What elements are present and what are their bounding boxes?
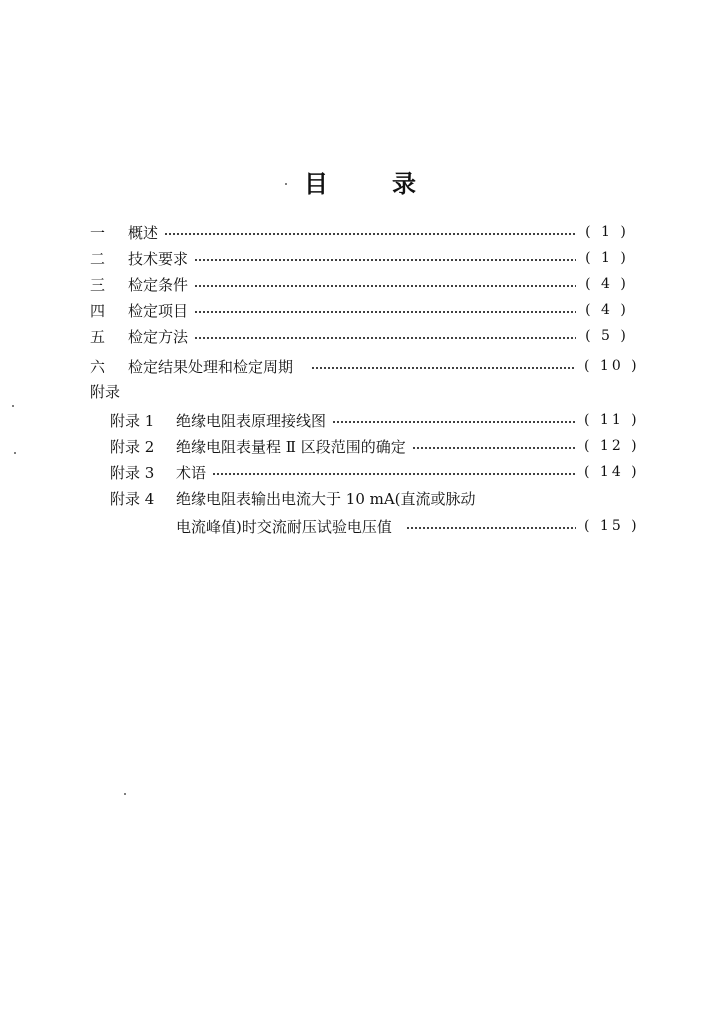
- toc-entry-2[interactable]: [90, 245, 630, 271]
- entry-page: ( 4 ): [585, 302, 629, 318]
- appendix-heading: 附录: [90, 383, 121, 401]
- scan-speck: [124, 793, 126, 795]
- entry-page: ( 1 ): [585, 224, 629, 240]
- dot-leader: [194, 311, 576, 313]
- appendix-page: ( 11 ): [584, 412, 640, 428]
- entry-label: 检定结果处理和检定周期: [128, 357, 294, 376]
- dot-leader: [311, 367, 576, 369]
- dot-leader: [412, 447, 576, 449]
- entry-label: 概述: [128, 223, 159, 242]
- appendix-label: 绝缘电阻表量程 Ⅱ 区段范围的确定: [176, 437, 406, 456]
- entry-number: 三: [90, 275, 106, 294]
- dot-leader: [194, 337, 576, 339]
- entry-number: 六: [90, 357, 106, 376]
- entry-page: ( 4 ): [585, 276, 629, 292]
- toc-entry-4[interactable]: [90, 297, 630, 323]
- appendix-number: 附录 2: [110, 437, 155, 456]
- scan-speck: [12, 405, 14, 407]
- appendix-label: 绝缘电阻表输出电流大于 10 mA(直流或脉动: [176, 489, 476, 508]
- toc-entry-6[interactable]: [90, 353, 640, 379]
- entry-page: ( 1 ): [585, 250, 629, 266]
- appendix-number: 附录 3: [110, 463, 155, 482]
- entry-label: 检定条件: [128, 275, 189, 294]
- toc-entry-5[interactable]: [90, 323, 630, 349]
- entry-number: 二: [90, 249, 106, 268]
- appendix-entry-4-continued[interactable]: [176, 513, 640, 539]
- page-title: [0, 164, 720, 199]
- title-char-2: 录: [392, 170, 416, 198]
- entry-number: 一: [90, 223, 106, 242]
- appendix-page: ( 15 ): [584, 518, 640, 534]
- entry-number: 四: [90, 301, 106, 320]
- toc-entry-3[interactable]: [90, 271, 630, 297]
- dot-leader: [194, 285, 576, 287]
- entry-label: 技术要求: [128, 249, 189, 268]
- dot-leader: [212, 473, 576, 475]
- appendix-label-line-2: 电流峰值)时交流耐压试验电压值: [176, 517, 392, 536]
- scan-speck: [285, 183, 287, 185]
- appendix-page: ( 14 ): [584, 464, 640, 480]
- appendix-entry-4[interactable]: [110, 485, 630, 511]
- entry-page: ( 5 ): [585, 328, 629, 344]
- appendix-label: 绝缘电阻表原理接线图: [176, 411, 327, 430]
- appendix-entry-3[interactable]: [110, 459, 640, 485]
- appendix-label: 术语: [176, 463, 207, 482]
- appendix-page: ( 12 ): [584, 438, 640, 454]
- appendix-entry-2[interactable]: [110, 433, 640, 459]
- appendix-entry-1[interactable]: [110, 407, 640, 433]
- appendix-number: 附录 4: [110, 489, 155, 508]
- toc-entry-1[interactable]: [90, 219, 630, 245]
- entry-page: ( 10 ): [584, 358, 640, 374]
- title-char-1: 目: [304, 170, 328, 198]
- entry-number: 五: [90, 327, 106, 346]
- appendix-number: 附录 1: [110, 411, 155, 430]
- dot-leader: [194, 259, 576, 261]
- entry-label: 检定方法: [128, 327, 189, 346]
- dot-leader: [332, 421, 576, 423]
- dot-leader: [406, 527, 576, 529]
- scan-speck: [14, 452, 16, 454]
- entry-label: 检定项目: [128, 301, 189, 320]
- dot-leader: [164, 233, 576, 235]
